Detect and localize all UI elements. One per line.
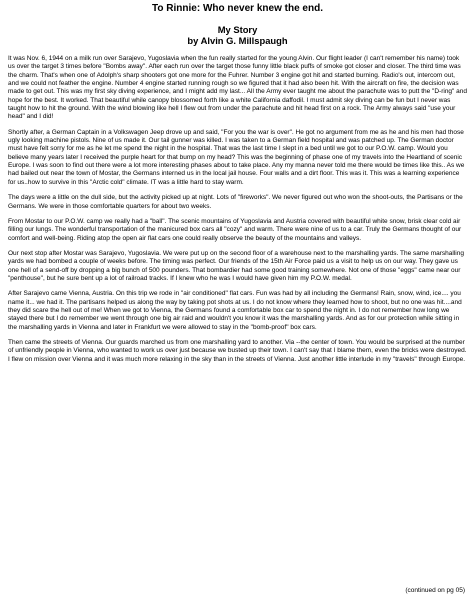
paragraph: The days were a little on the dull side, but the activity picked up at night. Lots of "fireworks". We never figured out who won the shoot-outs, the Partisans or the Germans. We were in those comfortable quarters for about two weeks. — [8, 194, 463, 210]
paragraph: After Sarajevo came Vienna, Austria. On this trip we rode in "air conditioned" flat cars. Fun was had by all including the Germans! Rain, snow, wind, ice.... you name it... we had it. The partisans helped us along the way by taking pot shots at us. I do not know where they learned how to shoot, but no one was hit....and they did scare the hell out of me! When we got to Vienna, the Germans found a comfortable box car to spend the night in. I do not remember how long we stayed there but I do remember we went through one big air raid and wouldn't you know it was the marshalling yards. And as for our protection while sitting in the marshalling yards in Vienna and later in Frankfurt we were allowed to stay in the "bomb-proof" box cars. — [8, 290, 462, 331]
paragraph: It was Nov. 6, 1944 on a milk run over Sarajevo, Yugoslavia when the fun really started for the young Alvin. Our flight leader (I can't remember his name) took us over the target 3 times before "Bombs away". After each run over the target those funny little black puffs of smoke got closer and closer. The third time was the charm. That's when one of Adolph's sharp shooters got one more for the Fuhrer. Number 3 engine got hit and started burning. Radio's out, intercom out, and we could not feather the engine. Number 4 engine started running rough so we figured that it had also been hit. With the aircraft on fire, the decision was made to get out. This was my first sky diving experience, and I might add my last... All the Army ever taught me about the parachute was to putt the "D-ring" and hope for the best. It worked. That beautiful while canopy blossomed forth like a white California daffodil. I must admit sky diving can be fun but I never was taught how to hit the ground. With the wind blowing like hell I flew out from under the parachute and hit head first on a rock. The Army always said "use your head" and I did! — [8, 55, 468, 121]
story-title: My Story — [217, 24, 258, 35]
story-body — [8, 55, 467, 364]
continuation-note: (continued on pg 05) — [405, 587, 465, 594]
dedication-headline: To Rinnie: Who never knew the end. — [152, 3, 323, 14]
paragraph: Shortly after, a German Captain in a Volkswagen Jeep drove up and said, "For you the war is over". He got no argument from me as he and his men had those ugly looking machine pistols. Nine of us made it. Our tail gunner was killed. I was taken to a German field hospital and was patched up. The German doctor must have felt sorry for me as he let me spend the night in the hospital. That was the last time I slept in a bed until we got to our P.O.W. camp. Would you believe many years later I received the purple heart for that bump on my head? This was the beginning of phase one of my travels into the Heartland of scenic Europe. I was soon to find out there were a lot more interesting phases about to take place. Any my manna never told me there would be times like this.. As we had bailed out near the town of Mostar, the Germans interned us in the local jail house. Four walls and a dirt floor. This was it. This was a learning experience for us..how to survive in this "Arctic cold" climate. IT was a little hard to stay warm. — [8, 128, 465, 186]
story-byline: by Alvin G. Millspaugh — [187, 35, 288, 46]
paragraph: Then came the streets of Vienna. Our guards marched us from one marshalling yard to another. Via --the center of town. You would be surprised at the number of unfriendly people in Vienna, who wanted to work us over just because we busted up their town. I can't say that I blame them, even the bricks were destroyed. I flew on mission over Vienna and it was much more relaxing in the sky than in the streets of Vienna. Just another little interlude in my "travels" through Europe. — [8, 338, 467, 363]
title-block — [8, 24, 467, 46]
paragraph: From Mostar to our P.O.W. camp we really had a "ball". The scenic mountains of Yugoslavia and Austria covered with beautiful white snow, brisk clear cold air filling our lungs. The wonderful transportation of the manicured box cars all "cozy" and warm. There were nine of us to a car. Truly the Germans thought of our comfort and well-being. Riding atop the open air flat cars one could really observe the beauty of the mountains and valleys. — [8, 217, 462, 242]
paragraph: Our next stop after Mostar was Sarajevo, Yugoslavia. We were put up on the second floor of a warehouse next to the marshalling yards. The same marshalling yards we had bombed a couple of weeks before. The timing was perfect. Our friends of the 15th Air Force paid us a visit to help us on our way. They gave us one hell of a send-off by dropping a big bunch of 500 pounders. That bombardier had some good training somewhere. Not one of those "eggs" came near our "penthouse", but he sure bent up a lot of railroad tracks. If I knew who he was I would have given him my P.O.W. medal. — [8, 249, 464, 282]
